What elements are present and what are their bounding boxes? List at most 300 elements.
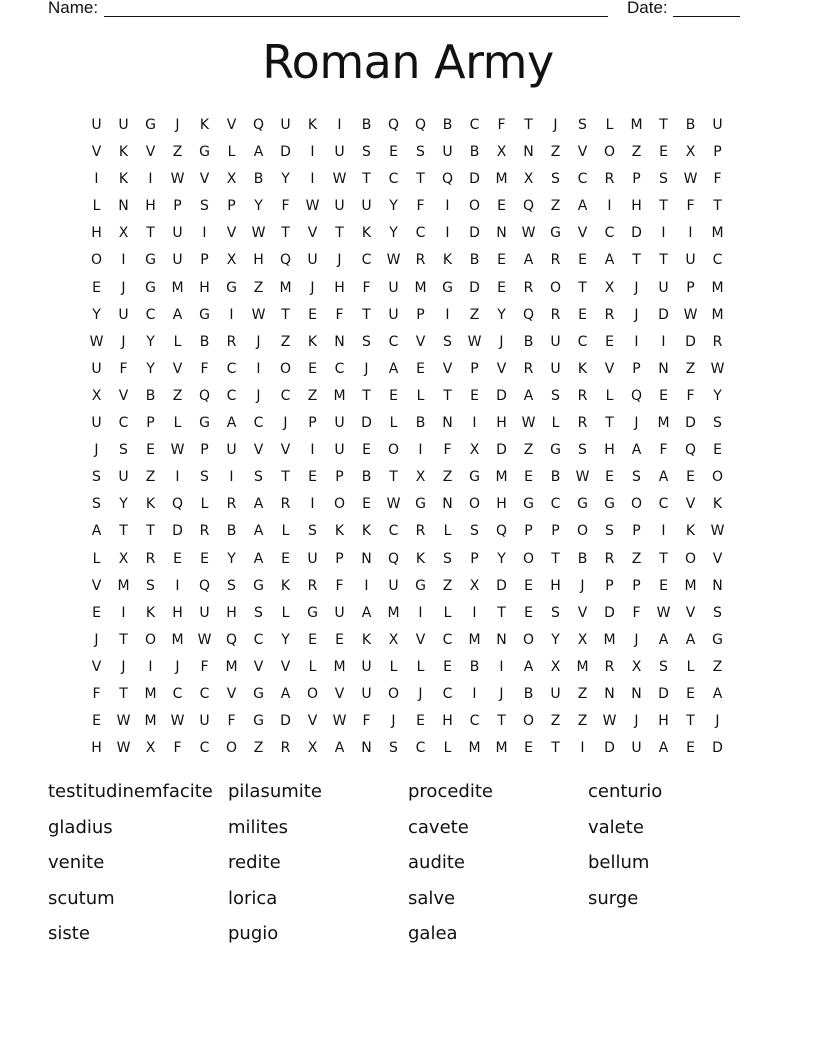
grid-letter: L	[281, 523, 290, 540]
grid-letter: O	[90, 252, 103, 269]
grid-letter: M	[279, 279, 292, 296]
grid-letter: Q	[495, 523, 508, 540]
grid-letter: Q	[387, 550, 400, 567]
grid-letter: P	[335, 550, 344, 567]
grid-letter: E	[416, 360, 425, 377]
grid-letter: G	[442, 279, 453, 296]
grid-letter: B	[253, 171, 264, 188]
grid-letter: A	[91, 523, 102, 540]
grid-letter: M	[630, 117, 643, 133]
grid-letter: M	[684, 577, 697, 594]
grid-letter: V	[280, 658, 291, 675]
grid-letter: I	[121, 604, 126, 621]
grid-letter: J	[553, 117, 558, 133]
grid-letter: S	[308, 523, 317, 540]
grid-letter: V	[307, 713, 318, 730]
grid-letter: K	[577, 360, 588, 377]
grid-letter: A	[334, 740, 345, 757]
grid-letter: O	[549, 279, 562, 296]
grid-letter: G	[199, 306, 210, 323]
grid-letter: M	[657, 415, 670, 432]
grid-letter: Q	[279, 252, 292, 269]
letter-grid	[83, 112, 731, 762]
grid-letter: N	[361, 740, 372, 757]
grid-letter: L	[173, 415, 182, 432]
grid-letter: S	[443, 550, 452, 567]
grid-letter: J	[634, 279, 639, 296]
grid-letter: V	[253, 658, 264, 675]
grid-letter: P	[632, 577, 641, 594]
grid-letter: O	[387, 685, 400, 702]
grid-letter: F	[200, 360, 209, 377]
grid-letter: W	[710, 360, 725, 377]
grid-letter: L	[443, 604, 452, 621]
grid-letter: E	[497, 279, 506, 296]
grid-letter: L	[605, 117, 614, 133]
grid-letter: D	[604, 740, 615, 757]
grid-letter: E	[389, 387, 398, 404]
grid-letter: E	[92, 713, 101, 730]
grid-letter: M	[495, 469, 508, 486]
grid-letter: K	[334, 523, 345, 540]
grid-letter: Z	[172, 144, 183, 161]
grid-letter: W	[170, 171, 185, 188]
grid-letter: K	[145, 604, 156, 621]
grid-letter: J	[175, 117, 180, 133]
grid-letter: U	[91, 117, 102, 133]
grid-letter: C	[388, 333, 399, 350]
word-list-item: gladius	[48, 816, 113, 838]
grid-letter: G	[523, 496, 534, 513]
grid-letter: V	[226, 225, 237, 242]
grid-letter: L	[443, 740, 452, 757]
grid-letter: T	[281, 225, 290, 242]
grid-letter: A	[253, 550, 264, 567]
grid-letter: J	[94, 631, 99, 648]
grid-letter: C	[226, 360, 237, 377]
grid-letter: O	[711, 469, 724, 486]
grid-letter: G	[307, 604, 318, 621]
grid-letter: M	[171, 631, 184, 648]
grid-letter: D	[469, 225, 480, 242]
word-list-item: venite	[48, 852, 105, 873]
grid-letter: N	[658, 360, 669, 377]
grid-letter: V	[118, 387, 129, 404]
grid-letter: M	[495, 171, 508, 188]
grid-letter: N	[496, 225, 507, 242]
grid-letter: H	[226, 604, 237, 621]
grid-letter: U	[91, 415, 102, 432]
grid-letter: G	[199, 144, 210, 161]
grid-letter: S	[632, 469, 641, 486]
grid-letter: W	[575, 469, 590, 486]
grid-letter: I	[94, 171, 99, 188]
grid-letter: L	[308, 658, 317, 675]
grid-letter: T	[416, 171, 425, 188]
grid-letter: D	[685, 415, 696, 432]
grid-letter: J	[634, 631, 639, 648]
word-list-item: centurio	[588, 781, 663, 802]
grid-letter: W	[602, 713, 617, 730]
grid-letter: C	[442, 631, 453, 648]
grid-letter: J	[256, 333, 261, 350]
grid-letter: F	[659, 442, 668, 459]
grid-letter: V	[577, 225, 588, 242]
grid-letter: Y	[281, 631, 290, 648]
grid-letter: U	[334, 415, 345, 432]
grid-letter: J	[283, 415, 288, 432]
grid-letter: A	[523, 658, 534, 675]
grid-letter: P	[200, 442, 209, 459]
grid-letter: T	[659, 550, 668, 567]
grid-letter: S	[92, 496, 101, 513]
grid-letter: E	[497, 252, 506, 269]
grid-letter: S	[92, 469, 101, 486]
grid-letter: M	[144, 713, 157, 730]
grid-letter: T	[659, 198, 668, 215]
word-list-item: milites	[228, 816, 289, 838]
grid-letter: G	[415, 496, 426, 513]
grid-letter: Q	[414, 117, 427, 133]
grid-letter: E	[470, 387, 479, 404]
grid-letter: P	[173, 198, 182, 215]
grid-letter: U	[712, 117, 723, 133]
grid-letter: B	[550, 469, 561, 486]
grid-row	[83, 220, 731, 247]
grid-letter: U	[307, 550, 318, 567]
page-title: Roman Army	[262, 35, 554, 89]
grid-letter: P	[605, 577, 614, 594]
grid-letter: Q	[441, 171, 454, 188]
grid-letter: B	[145, 387, 156, 404]
grid-letter: J	[121, 658, 126, 675]
grid-letter: J	[364, 360, 369, 377]
grid-letter: T	[524, 117, 533, 133]
grid-letter: R	[145, 550, 156, 567]
grid-letter: X	[118, 225, 129, 242]
grid-letter: L	[200, 496, 209, 513]
grid-letter: L	[281, 604, 290, 621]
grid-letter: S	[200, 469, 209, 486]
grid-letter: C	[253, 631, 264, 648]
grid-letter: P	[551, 523, 560, 540]
grid-letter: I	[661, 225, 666, 242]
grid-letter: O	[603, 144, 616, 161]
grid-letter: F	[335, 306, 344, 323]
grid-letter: Z	[685, 360, 696, 377]
grid-letter: X	[118, 550, 129, 567]
grid-letter: A	[523, 387, 534, 404]
grid-letter: T	[119, 631, 128, 648]
grid-letter: J	[499, 333, 504, 350]
grid-letter: M	[576, 658, 589, 675]
grid-letter: C	[415, 740, 426, 757]
word-list-item: surge	[588, 887, 639, 909]
grid-letter: T	[146, 225, 155, 242]
grid-letter: B	[685, 117, 696, 133]
grid-letter: U	[550, 685, 561, 702]
grid-letter: M	[144, 685, 157, 702]
grid-letter: Y	[389, 198, 398, 215]
grid-letter: I	[310, 442, 315, 459]
grid-row	[83, 139, 731, 166]
grid-letter: L	[551, 415, 560, 432]
grid-letter: C	[226, 387, 237, 404]
grid-letter: Q	[225, 631, 238, 648]
grid-letter: A	[280, 685, 291, 702]
word-list-item: bellum	[588, 852, 650, 873]
grid-letter: S	[119, 442, 128, 459]
grid-letter: B	[361, 117, 372, 133]
grid-letter: F	[713, 171, 722, 188]
grid-letter: E	[92, 279, 101, 296]
grid-letter: F	[173, 740, 182, 757]
grid-letter: X	[469, 577, 480, 594]
grid-row	[83, 654, 731, 681]
grid-letter: X	[469, 442, 480, 459]
grid-letter: P	[470, 550, 479, 567]
grid-letter: X	[226, 171, 237, 188]
grid-letter: V	[91, 658, 102, 675]
grid-row	[83, 600, 731, 627]
grid-letter: C	[199, 685, 210, 702]
grid-letter: Z	[523, 442, 534, 459]
word-list-item: siste	[48, 923, 90, 944]
grid-letter: D	[280, 144, 291, 161]
grid-letter: E	[335, 631, 344, 648]
grid-letter: X	[307, 740, 318, 757]
grid-letter: K	[145, 496, 156, 513]
grid-letter: A	[361, 604, 372, 621]
grid-letter: O	[279, 360, 292, 377]
grid-letter: T	[119, 685, 128, 702]
grid-letter: T	[335, 225, 344, 242]
grid-letter: S	[362, 144, 371, 161]
grid-letter: N	[442, 415, 453, 432]
grid-letter: G	[550, 442, 561, 459]
grid-letter: V	[226, 117, 237, 133]
grid-letter: Q	[522, 198, 535, 215]
grid-letter: I	[445, 306, 450, 323]
grid-letter: A	[658, 469, 669, 486]
grid-letter: V	[172, 360, 183, 377]
grid-letter: K	[118, 144, 129, 161]
grid-row	[83, 708, 731, 735]
grid-letter: V	[307, 225, 318, 242]
grid-letter: Q	[684, 442, 697, 459]
grid-letter: I	[580, 740, 585, 757]
grid-letter: U	[334, 442, 345, 459]
grid-letter: F	[686, 387, 695, 404]
grid-letter: U	[658, 279, 669, 296]
grid-letter: S	[200, 198, 209, 215]
grid-letter: V	[253, 442, 264, 459]
grid-letter: U	[199, 713, 210, 730]
grid-letter: I	[364, 577, 369, 594]
grid-letter: H	[199, 279, 210, 296]
grid-letter: M	[495, 740, 508, 757]
grid-letter: Z	[550, 144, 561, 161]
grid-letter: F	[92, 685, 101, 702]
grid-letter: P	[632, 171, 641, 188]
grid-letter: C	[361, 252, 372, 269]
grid-letter: I	[634, 333, 639, 350]
grid-letter: L	[227, 144, 236, 161]
grid-letter: D	[631, 225, 642, 242]
grid-letter: U	[118, 117, 129, 133]
grid-letter: A	[604, 252, 615, 269]
grid-letter: U	[199, 604, 210, 621]
grid-letter: V	[415, 631, 426, 648]
grid-letter: Y	[497, 306, 506, 323]
grid-letter: U	[280, 117, 291, 133]
grid-letter: D	[685, 333, 696, 350]
grid-letter: E	[524, 469, 533, 486]
name-date-line	[48, 0, 768, 19]
grid-letter: B	[577, 550, 588, 567]
grid-letter: V	[199, 171, 210, 188]
grid-letter: Y	[146, 333, 155, 350]
grid-letter: D	[280, 713, 291, 730]
grid-letter: I	[418, 442, 423, 459]
grid-letter: T	[443, 387, 452, 404]
grid-letter: Y	[497, 550, 506, 567]
grid-letter: O	[333, 496, 346, 513]
grid-letter: V	[280, 442, 291, 459]
grid-letter: T	[281, 306, 290, 323]
grid-letter: B	[442, 117, 453, 133]
grid-letter: C	[415, 225, 426, 242]
grid-letter: Y	[281, 171, 290, 188]
grid-letter: E	[605, 333, 614, 350]
grid-letter: W	[332, 171, 347, 188]
grid-letter: Z	[307, 387, 318, 404]
grid-letter: M	[387, 604, 400, 621]
grid-row	[83, 166, 731, 193]
grid-letter: G	[199, 415, 210, 432]
grid-letter: R	[550, 306, 561, 323]
grid-letter: V	[685, 496, 696, 513]
grid-letter: E	[362, 442, 371, 459]
grid-letter: C	[469, 117, 480, 133]
grid-letter: E	[686, 740, 695, 757]
grid-letter: T	[146, 523, 155, 540]
grid-letter: C	[280, 387, 291, 404]
grid-letter: I	[148, 171, 153, 188]
grid-letter: I	[175, 577, 180, 594]
grid-letter: D	[469, 279, 480, 296]
grid-letter: E	[146, 442, 155, 459]
grid-letter: C	[118, 415, 129, 432]
grid-letter: J	[121, 279, 126, 296]
grid-letter: I	[472, 685, 477, 702]
date-field[interactable]	[673, 0, 740, 17]
grid-letter: N	[334, 333, 345, 350]
grid-letter: D	[496, 577, 507, 594]
grid-letter: R	[226, 333, 237, 350]
grid-letter: T	[497, 604, 506, 621]
grid-letter: M	[468, 631, 481, 648]
grid-letter: J	[337, 252, 342, 269]
grid-letter: X	[577, 631, 588, 648]
grid-letter: D	[496, 387, 507, 404]
grid-letter: T	[659, 252, 668, 269]
grid-letter: M	[711, 225, 724, 242]
grid-letter: W	[170, 442, 185, 459]
grid-letter: V	[415, 333, 426, 350]
grid-row	[83, 681, 731, 708]
grid-letter: Z	[442, 469, 453, 486]
word-list-item: valete	[588, 816, 644, 838]
grid-letter: B	[361, 469, 372, 486]
grid-letter: G	[253, 685, 264, 702]
grid-letter: K	[307, 333, 318, 350]
grid-letter: Z	[253, 740, 264, 757]
grid-letter: U	[172, 225, 183, 242]
grid-row	[83, 383, 731, 410]
grid-letter: S	[254, 469, 263, 486]
grid-letter: W	[197, 631, 212, 648]
grid-letter: T	[362, 387, 371, 404]
grid-letter: T	[713, 198, 722, 215]
grid-letter: K	[712, 496, 723, 513]
grid-letter: R	[415, 252, 426, 269]
grid-letter: H	[496, 415, 507, 432]
grid-letter: R	[523, 279, 534, 296]
grid-letter: X	[631, 658, 642, 675]
grid-letter: U	[388, 306, 399, 323]
grid-letter: F	[686, 198, 695, 215]
grid-letter: Q	[198, 387, 211, 404]
grid-letter: T	[686, 713, 695, 730]
grid-letter: E	[578, 306, 587, 323]
grid-letter: D	[469, 171, 480, 188]
grid-letter: S	[551, 604, 560, 621]
grid-letter: V	[577, 604, 588, 621]
word-list-item: salve	[408, 887, 456, 909]
grid-letter: U	[334, 198, 345, 215]
grid-letter: L	[92, 198, 101, 215]
grid-letter: Z	[631, 550, 642, 567]
grid-letter: F	[362, 279, 371, 296]
grid-letter: S	[470, 523, 479, 540]
grid-letter: L	[416, 658, 425, 675]
date-label: Date:	[627, 0, 668, 17]
grid-letter: D	[658, 306, 669, 323]
grid-letter: T	[281, 469, 290, 486]
grid-letter: F	[119, 360, 128, 377]
grid-letter: Y	[146, 360, 155, 377]
grid-letter: T	[497, 713, 506, 730]
grid-letter: O	[576, 523, 589, 540]
grid-row	[83, 193, 731, 220]
grid-letter: E	[308, 469, 317, 486]
grid-letter: H	[631, 198, 642, 215]
grid-letter: R	[550, 252, 561, 269]
grid-letter: N	[523, 144, 534, 161]
grid-letter: S	[713, 604, 722, 621]
grid-letter: R	[226, 496, 237, 513]
name-field[interactable]	[104, 0, 608, 17]
grid-letter: E	[524, 577, 533, 594]
grid-letter: K	[361, 631, 372, 648]
grid-letter: F	[362, 713, 371, 730]
grid-letter: I	[229, 306, 234, 323]
grid-letter: I	[175, 469, 180, 486]
grid-letter: R	[577, 415, 588, 432]
grid-letter: E	[389, 144, 398, 161]
grid-letter: U	[388, 279, 399, 296]
